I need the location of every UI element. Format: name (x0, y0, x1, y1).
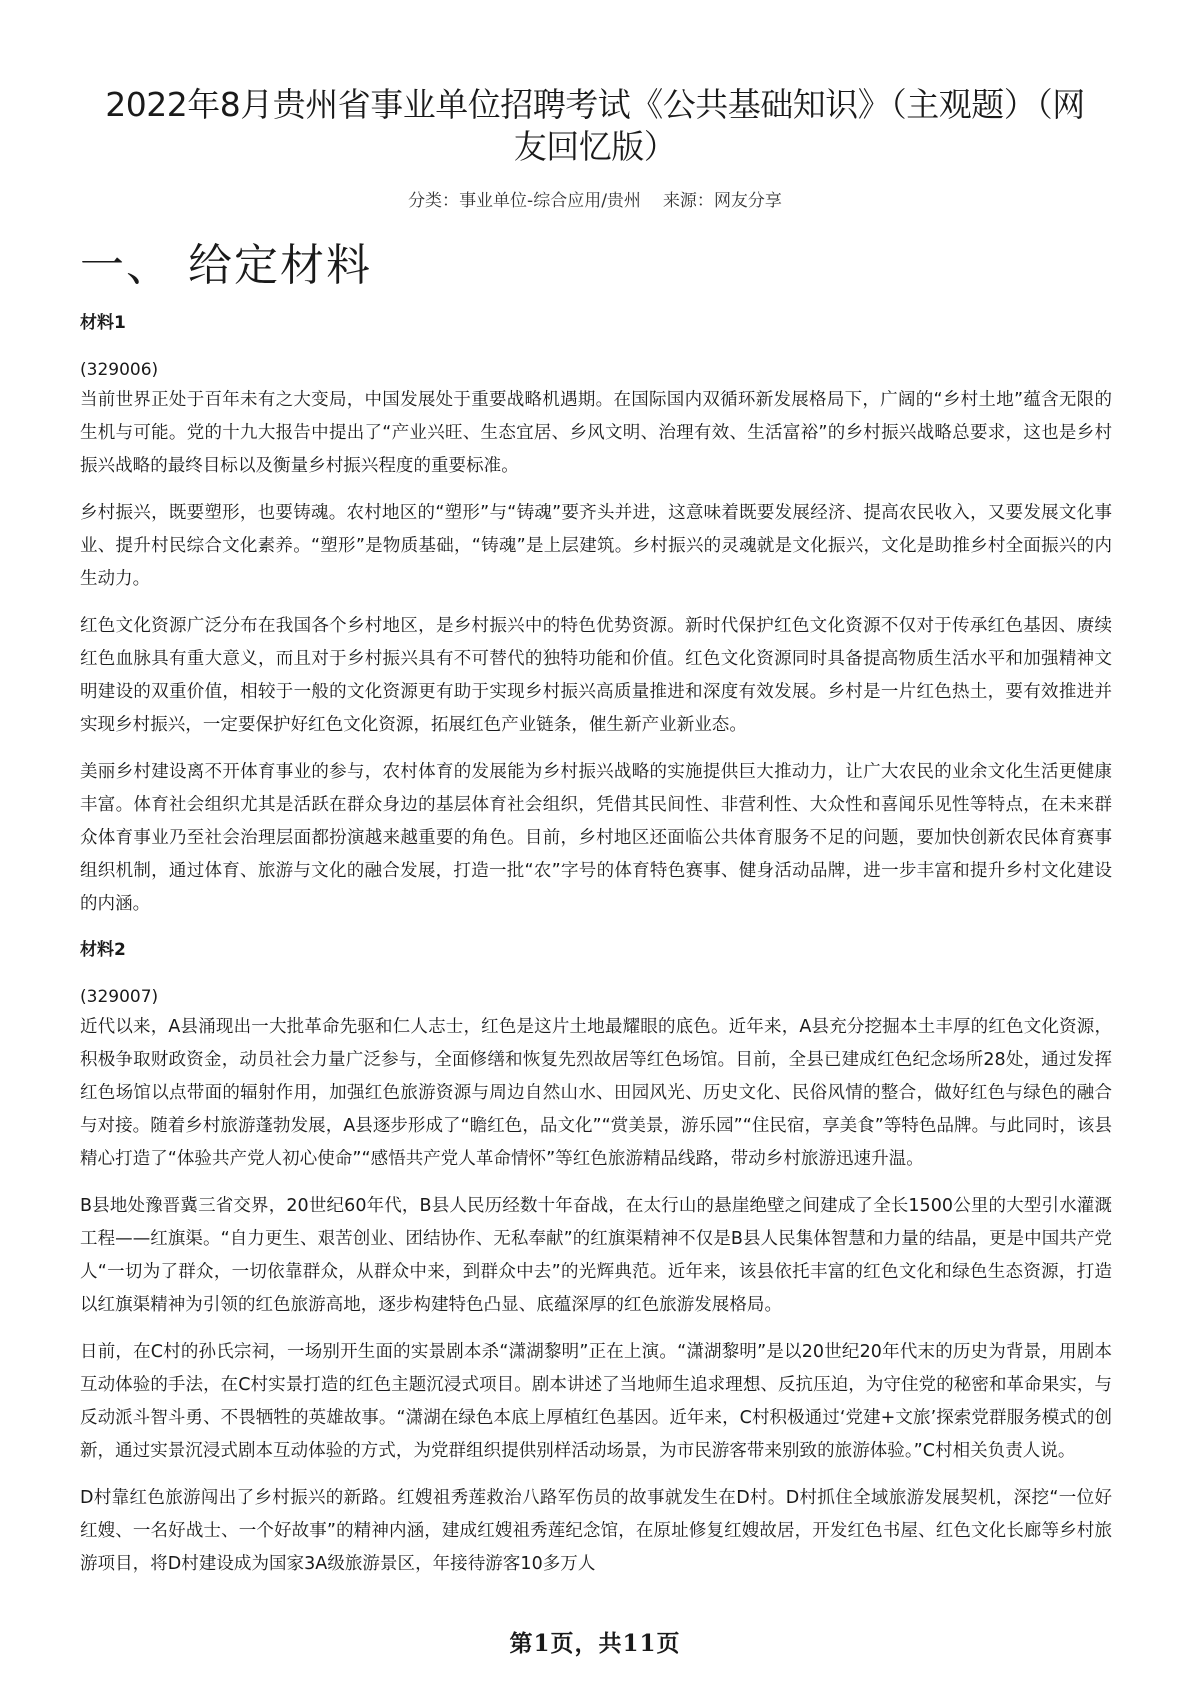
section-heading: 一、 给定材料 (80, 240, 372, 291)
material-code: (329007) (80, 987, 159, 1007)
material-code: (329006) (80, 360, 159, 380)
paragraph: B县地处豫晋冀三省交界，20世纪60年代，B县人民历经数十年奋战，在太行山的悬崖绝壁之间建成了全长1500公里的大型引水灌溉工程——红旗渠。“自力更生、艰苦创业、团结协作、无私奉献”的红旗渠精神不仅是B县人民集体智慧和力量的结晶，更是中国共产党人“一切为了群众，一切依靠群众，从群众中来，到群众中去”的光辉典范。近年来，该县依托丰富的红色文化和绿色生态资源，打造以红旗渠精神为引领的红色旅游高地，逐步构建特色凸显、底蕴深厚的红色旅游发展格局。 (80, 1196, 1112, 1315)
page-footer: 第1页，共11页 (509, 1630, 681, 1657)
document-meta (0, 186, 1190, 211)
paragraph: 当前世界正处于百年未有之大变局，中国发展处于重要战略机遇期。在国际国内双循环新发展格局下，广阔的“乡村土地”蕴含无限的生机与可能。党的十九大报告中提出了“产业兴旺、生态宜居、乡风文明、治理有效、生活富裕”的乡村振兴战略总要求，这也是乡村振兴战略的最终目标以及衡量乡村振兴程度的重要标准。 (80, 390, 1112, 476)
materials-content (80, 308, 1112, 1595)
paragraph: 红色文化资源广泛分布在我国各个乡村地区，是乡村振兴中的特色优势资源。新时代保护红色文化资源不仅对于传承红色基因、赓续红色血脉具有重大意义，而且对于乡村振兴具有不可替代的独特功能和价值。红色文化资源同时具备提高物质生活水平和加强精神文明建设的双重价值，相较于一般的文化资源更有助于实现乡村振兴高质量推进和深度有效发展。乡村是一片红色热土，要有效推进并实现乡村振兴，一定要保护好红色文化资源，拓展红色产业链条，催生新产业新业态。 (80, 616, 1112, 735)
material-title: 材料1 (80, 313, 126, 333)
material-block (80, 935, 1112, 1581)
paragraph: 近代以来，A县涌现出一大批革命先驱和仁人志士，红色是这片土地最耀眼的底色。近年来，A县充分挖掘本土丰厚的红色文化资源，积极争取财政资金，动员社会力量广泛参与，全面修缮和恢复先烈故居等红色场馆。目前，全县已建成红色纪念场所28处，通过发挥红色场馆以点带面的辐射作用，加强红色旅游资源与周边自然山水、田园风光、历史文化、民俗风情的整合，做好红色与绿色的融合与对接。随着乡村旅游蓬勃发展，A县逐步形成了“瞻红色，品文化”“赏美景，游乐园”“住民宿，享美食”等特色品牌。与此同时，该县精心打造了“体验共产党人初心使命”“感悟共产党人革命情怀”等红色旅游精品线路，带动乡村旅游迅速升温。 (80, 1017, 1112, 1169)
material-block (80, 308, 1112, 921)
category-label: 分类： (408, 191, 460, 211)
source-value: 网友分享 (713, 191, 782, 211)
category-link[interactable]: 事业单位-综合应用/贵州 (459, 191, 641, 211)
document-title: 2022年8月贵州省事业单位招聘考试《公共基础知识》（主观题）（网友回忆版） (105, 85, 1085, 166)
paragraph: D村靠红色旅游闯出了乡村振兴的新路。红嫂祖秀莲救治八路军伤员的故事就发生在D村。D村抓住全域旅游发展契机，深挖“一位好红嫂、一名好战士、一个好故事”的精神内涵，建成红嫂祖秀莲纪念馆，在原址修复红嫂故居，开发红色书屋、红色文化长廊等乡村旅游项目，将D村建设成为国家3A级旅游景区，年接待游客10多万人 (80, 1488, 1112, 1574)
paragraph: 日前，在C村的孙氏宗祠，一场别开生面的实景剧本杀“潇湖黎明”正在上演。“潇湖黎明”是以20世纪20年代末的历史为背景，用剧本互动体验的手法，在C村实景打造的红色主题沉浸式项目。剧本讲述了当地师生追求理想、反抗压迫，为守住党的秘密和革命果实，与反动派斗智斗勇、不畏牺牲的英雄故事。“潇湖在绿色本底上厚植红色基因。近年来，C村积极通过‘党建+文旅’探索党群服务模式的创新，通过实景沉浸式剧本互动体验的方式，为党群组织提供别样活动场景，为市民游客带来别致的旅游体验。”C村相关负责人说。 (80, 1342, 1112, 1461)
paragraph: 乡村振兴，既要塑形，也要铸魂。农村地区的“塑形”与“铸魂”要齐头并进，这意味着既要发展经济、提高农民收入，又要发展文化事业、提升村民综合文化素养。“塑形”是物质基础，“铸魂”是上层建筑。乡村振兴的灵魂就是文化振兴，文化是助推乡村全面振兴的内生动力。 (80, 503, 1112, 589)
source-label: 来源： (662, 191, 714, 211)
material-title: 材料2 (80, 940, 126, 960)
paragraph: 美丽乡村建设离不开体育事业的参与，农村体育的发展能为乡村振兴战略的实施提供巨大推动力，让广大农民的业余文化生活更健康丰富。体育社会组织尤其是活跃在群众身边的基层体育社会组织，凭借其民间性、非营利性、大众性和喜闻乐见性等特点，在未来群众体育事业乃至社会治理层面都扮演越来越重要的角色。目前，乡村地区还面临公共体育服务不足的问题，要加快创新农民体育赛事组织机制，通过体育、旅游与文化的融合发展，打造一批“农”字号的体育特色赛事、健身活动品牌，进一步丰富和提升乡村文化建设的内涵。 (80, 762, 1112, 914)
